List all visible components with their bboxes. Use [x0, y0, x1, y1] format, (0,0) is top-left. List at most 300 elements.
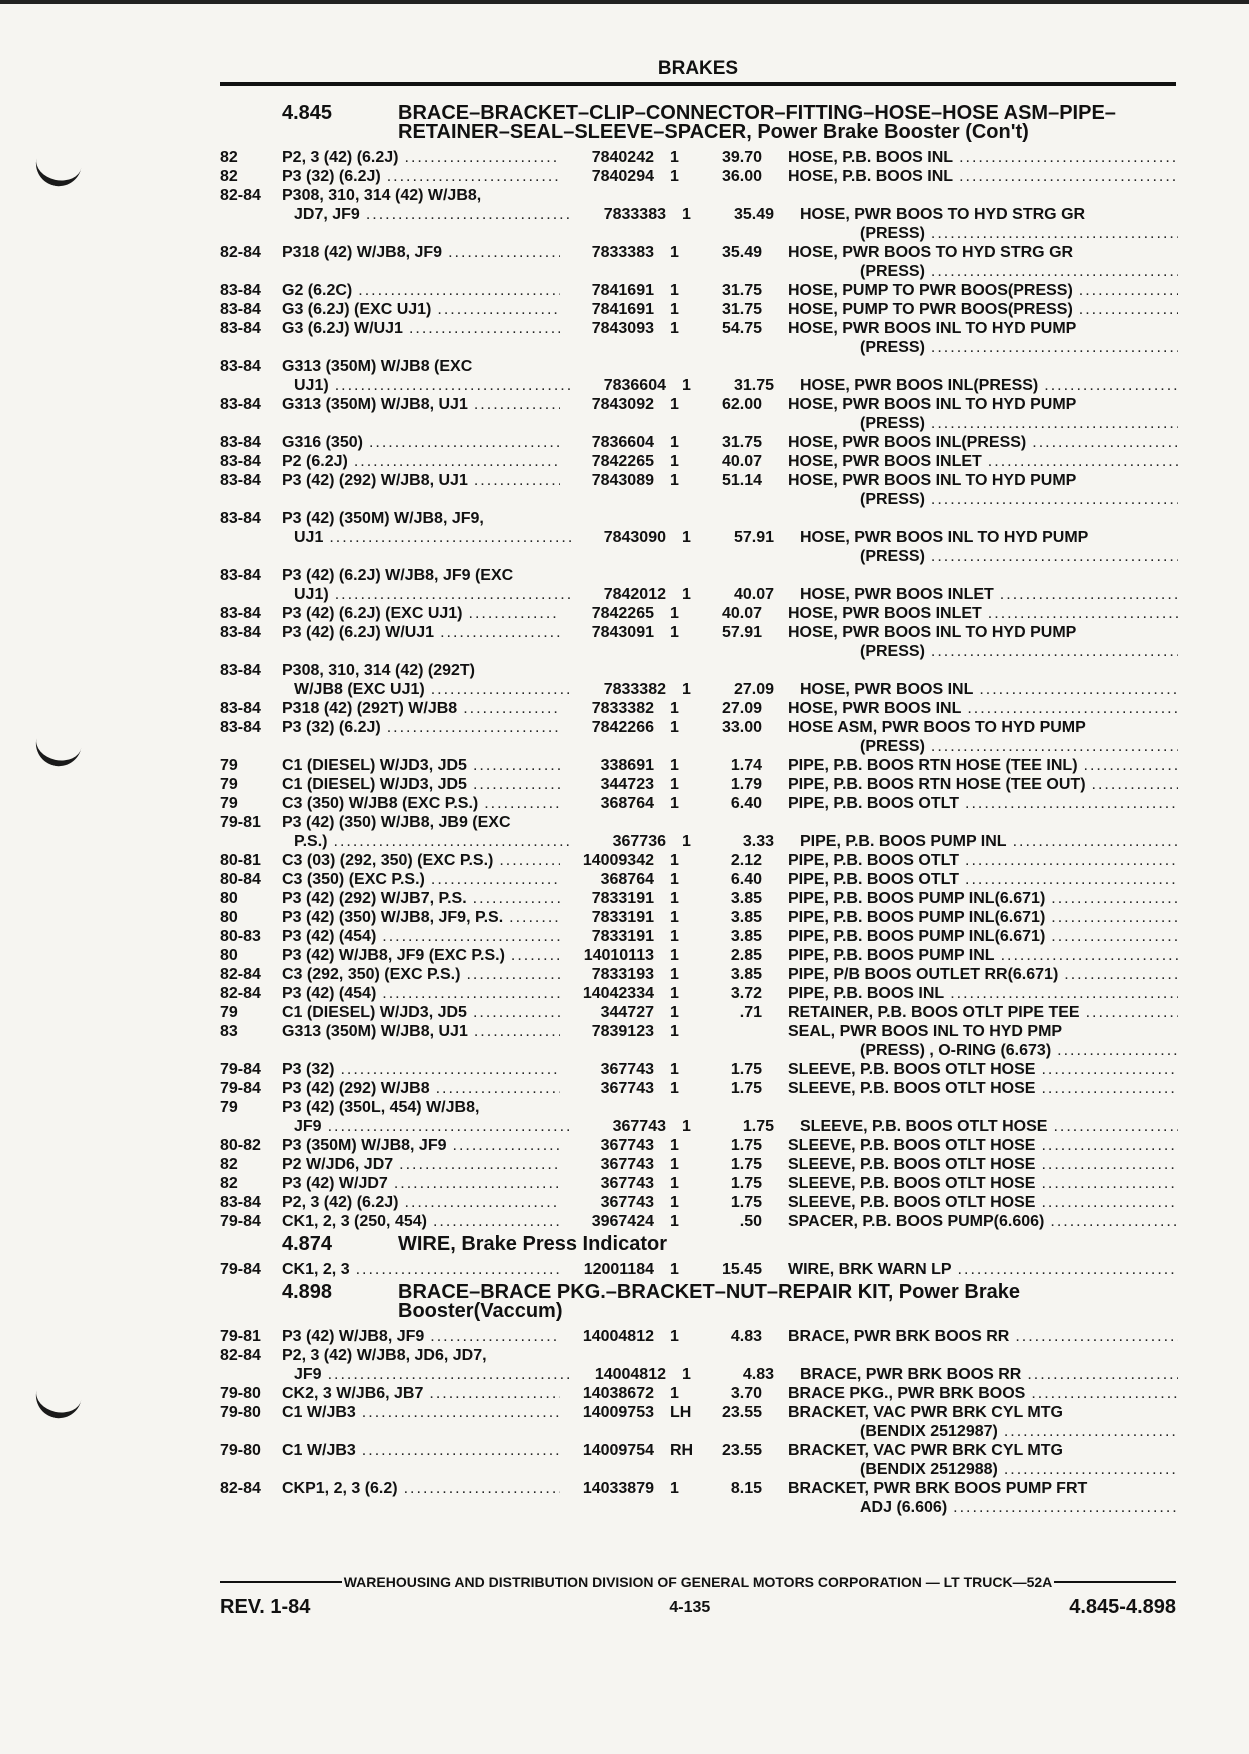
part-number: 7839123: [591, 1023, 654, 1040]
quantity: [654, 338, 700, 357]
leader-dots: [467, 889, 560, 908]
description: [788, 984, 1178, 1003]
application-text: UJ1: [294, 529, 324, 546]
application: [282, 509, 560, 528]
model-years: [220, 642, 282, 661]
description: [788, 1003, 1178, 1022]
leader-dots: [998, 1460, 1178, 1479]
description: [788, 547, 1178, 566]
price: 6.40: [730, 795, 762, 812]
description: [788, 1460, 1178, 1479]
price: 35.49: [721, 244, 762, 261]
part-number: 7840242: [591, 149, 654, 166]
application: [282, 1479, 560, 1498]
application: [282, 756, 560, 775]
part-number: 368764: [600, 795, 654, 812]
price: 1.75: [730, 1137, 762, 1154]
model-years: [220, 1365, 282, 1384]
application: [282, 1441, 560, 1460]
quantity: 1: [670, 434, 679, 451]
model-years: [220, 1422, 282, 1441]
description: [788, 1327, 1178, 1346]
quantity: 1: [682, 681, 691, 698]
description: [788, 319, 1178, 338]
leader-dots: [322, 1117, 572, 1136]
price: 23.55: [721, 1442, 762, 1459]
leader-dots: [953, 148, 1178, 167]
quantity: 1: [682, 377, 691, 394]
leader-dots: [399, 148, 561, 167]
quantity: RH: [670, 1442, 694, 1459]
part-row: [220, 376, 1178, 395]
part-row: [220, 1327, 1178, 1346]
price: 1.75: [730, 1194, 762, 1211]
model-years: 83-84: [220, 605, 261, 622]
leader-dots: [434, 623, 560, 642]
part-number: [560, 1422, 654, 1441]
description: [800, 832, 1178, 851]
part-row: [220, 1260, 1178, 1279]
description: [800, 528, 1178, 547]
description-text: RETAINER, P.B. BOOS OTLT PIPE TEE: [788, 1004, 1080, 1021]
part-row: [220, 775, 1178, 794]
application: [282, 1346, 560, 1365]
description-text: (PRESS): [860, 263, 925, 280]
description-text: SEAL, PWR BOOS INL TO HYD PMP: [788, 1023, 1063, 1040]
leader-dots: [388, 1174, 560, 1193]
part-number: 344723: [600, 776, 654, 793]
part-row: [220, 1174, 1178, 1193]
part-number: [560, 490, 654, 509]
model-years: 80: [220, 890, 238, 907]
leader-dots: [1045, 908, 1178, 927]
application-text: P318 (42) W/JB8, JF9: [282, 244, 443, 261]
description: [788, 927, 1178, 946]
leader-dots: [457, 699, 560, 718]
price: [700, 547, 762, 566]
description-text: SLEEVE, P.B. BOOS OTLT HOSE: [788, 1156, 1036, 1173]
description-text: (BENDIX 2512988): [860, 1461, 998, 1478]
part-number: 7840294: [591, 168, 654, 185]
price: [700, 1022, 762, 1041]
part-number: 7842265: [591, 605, 654, 622]
application: [282, 1022, 560, 1041]
description: [788, 414, 1178, 433]
part-number: 7833383: [591, 244, 654, 261]
part-row: [220, 870, 1178, 889]
model-years: 79-81: [220, 1328, 261, 1345]
model-years: 79-84: [220, 1213, 261, 1230]
model-years: 83-84: [220, 662, 261, 679]
leader-dots: [1009, 1327, 1178, 1346]
application-text: P3 (42) (292) W/JB8: [282, 1080, 430, 1097]
description-text: (PRESS): [860, 738, 925, 755]
part-row: [220, 338, 1178, 357]
price: 57.91: [733, 529, 774, 546]
part-number: [560, 813, 654, 832]
part-row: [220, 167, 1178, 186]
model-years: [220, 414, 282, 433]
part-row: [220, 243, 1178, 262]
part-row: [220, 604, 1178, 623]
price: 3.85: [730, 909, 762, 926]
part-number: 14010113: [583, 947, 654, 964]
model-years: 82-84: [220, 187, 261, 204]
description-text: PIPE, P/B BOOS OUTLET RR(6.671): [788, 966, 1059, 983]
leader-dots: [424, 1327, 560, 1346]
model-years: 82-84: [220, 1347, 261, 1364]
section-title: WIRE, Brake Press Indicator: [398, 1233, 667, 1255]
quantity: 1: [670, 909, 679, 926]
model-years: [220, 262, 282, 281]
page-title: BRAKES: [657, 58, 739, 79]
part-number: 14009342: [582, 852, 654, 869]
description-text: SLEEVE, P.B. BOOS OTLT HOSE: [788, 1061, 1036, 1078]
description-text: (PRESS): [860, 643, 925, 660]
application: [282, 661, 560, 680]
price: 1.75: [730, 1156, 762, 1173]
description-text: BRACKET, VAC PWR BRK CYL MTG: [788, 1442, 1063, 1459]
leader-dots: [393, 1155, 560, 1174]
leader-dots: [352, 281, 560, 300]
part-number: 367743: [600, 1156, 654, 1173]
price: 40.07: [721, 605, 762, 622]
leader-dots: [1038, 376, 1178, 395]
application-text: P3 (42) W/JB8, JF9 (EXC P.S.): [282, 947, 505, 964]
application-text: P3 (42) (350) W/JB8, JF9, P.S.: [282, 909, 504, 926]
part-row: [220, 889, 1178, 908]
quantity: 1: [670, 985, 679, 1002]
part-row: [220, 832, 1178, 851]
model-years: 83-84: [220, 282, 261, 299]
description: [788, 699, 1178, 718]
part-row: [220, 1422, 1178, 1441]
model-years: 80-84: [220, 871, 261, 888]
application: [282, 1422, 560, 1441]
leader-dots: [425, 870, 560, 889]
leader-dots: [356, 1403, 560, 1422]
part-number: 12001184: [583, 1261, 654, 1278]
quantity: 1: [670, 1213, 679, 1230]
part-number: [560, 414, 654, 433]
part-number: [560, 1346, 654, 1365]
application-text: C3 (03) (292, 350) (EXC P.S.): [282, 852, 494, 869]
part-number: 7842265: [591, 453, 654, 470]
application: [282, 281, 560, 300]
description-text: PIPE, P.B. BOOS OTLT: [788, 852, 959, 869]
model-years: 83-84: [220, 510, 261, 527]
part-row: [220, 718, 1178, 737]
part-number: [560, 547, 654, 566]
model-years: 83-84: [220, 320, 261, 337]
part-number: 14042334: [582, 985, 654, 1002]
application: [282, 927, 560, 946]
quantity: 1: [670, 1175, 679, 1192]
application: [282, 870, 560, 889]
part-row: [220, 1155, 1178, 1174]
leader-dots: [376, 927, 560, 946]
application: [282, 1079, 560, 1098]
application: [282, 1460, 560, 1479]
quantity: 1: [670, 871, 679, 888]
leader-dots: [994, 585, 1178, 604]
description: [788, 452, 1178, 471]
description: [788, 1384, 1178, 1403]
part-number: 7836604: [603, 377, 666, 394]
description-text: PIPE, P.B. BOOS RTN HOSE (TEE INL): [788, 757, 1078, 774]
leader-dots: [348, 452, 560, 471]
quantity: 1: [670, 149, 679, 166]
price: 3.72: [730, 985, 762, 1002]
quantity: [654, 357, 700, 376]
price: 1.75: [742, 1118, 774, 1135]
application: [282, 1384, 560, 1403]
model-years: [220, 832, 282, 851]
leader-dots: [1021, 1365, 1178, 1384]
leader-dots: [1007, 832, 1178, 851]
description: [788, 737, 1178, 756]
leader-dots: [467, 1003, 560, 1022]
description: [800, 1365, 1178, 1384]
application-text: P3 (42) (6.2J) W/JB8, JF9 (EXC: [282, 567, 514, 584]
application: [282, 395, 560, 414]
description-text: PIPE, P.B. BOOS INL: [788, 985, 945, 1002]
leader-dots: [947, 1498, 1178, 1517]
description: [788, 1022, 1178, 1041]
section-number: 4.845: [282, 102, 333, 124]
description-text: (BENDIX 2512987): [860, 1423, 998, 1440]
description: [788, 1098, 1178, 1117]
application-text: C3 (350) (EXC P.S.): [282, 871, 425, 888]
price: 1.75: [730, 1080, 762, 1097]
description: [788, 1479, 1178, 1498]
price: 31.75: [733, 377, 774, 394]
price: 6.40: [730, 871, 762, 888]
description: [800, 376, 1178, 395]
leader-dots: [1035, 1193, 1178, 1212]
part-row: [220, 1060, 1178, 1079]
model-years: 80: [220, 947, 238, 964]
model-years: 79-84: [220, 1061, 261, 1078]
part-row: [220, 205, 1178, 224]
leader-dots: [350, 1260, 560, 1279]
price: 1.74: [730, 757, 762, 774]
price: 1.75: [730, 1175, 762, 1192]
application-text: G313 (350M) W/JB8, UJ1: [282, 396, 468, 413]
price: 1.79: [730, 776, 762, 793]
application: [282, 946, 560, 965]
quantity: 1: [670, 453, 679, 470]
part-row: [220, 148, 1178, 167]
quantity: [654, 813, 700, 832]
description-text: (PRESS): [860, 415, 925, 432]
application-text: CKP1, 2, 3 (6.2): [282, 1480, 398, 1497]
application: [282, 737, 560, 756]
description-text: HOSE, P.B. BOOS INL: [788, 149, 954, 166]
application: [282, 528, 572, 547]
description: [788, 186, 1178, 205]
application: [282, 1060, 560, 1079]
model-years: 83: [220, 1023, 238, 1040]
price: 51.14: [721, 472, 762, 489]
leader-dots: [329, 376, 572, 395]
model-years: [220, 585, 282, 604]
application-text: CK2, 3 W/JB6, JB7: [282, 1385, 424, 1402]
application-text: P3 (42) (350L, 454) W/JB8,: [282, 1099, 480, 1116]
application-text: JF9: [294, 1366, 322, 1383]
part-number: 7842266: [591, 719, 654, 736]
part-number: [560, 566, 654, 585]
leader-dots: [442, 243, 560, 262]
quantity: [654, 509, 700, 528]
application-text: P3 (42) (350M) W/JB8, JF9,: [282, 510, 484, 527]
part-number: 7841691: [591, 282, 654, 299]
price: [700, 1422, 762, 1441]
application-text: P3 (42) (454): [282, 928, 377, 945]
part-row: [220, 528, 1178, 547]
application: [282, 699, 560, 718]
application: [282, 585, 572, 604]
description-text: WIRE, BRK WARN LP: [788, 1261, 952, 1278]
leader-dots: [925, 224, 1178, 243]
model-years: 83-84: [220, 624, 261, 641]
price: 2.12: [730, 852, 762, 869]
description: [788, 604, 1178, 623]
application: [282, 889, 560, 908]
application: [282, 623, 560, 642]
description: [788, 224, 1178, 243]
leader-dots: [1051, 1041, 1178, 1060]
application: [282, 1117, 572, 1136]
quantity: LH: [670, 1404, 692, 1421]
description: [788, 167, 1178, 186]
part-row: [220, 680, 1178, 699]
section-title: BRACE–BRACKET–CLIP–CONNECTOR–FITTING–HOSE–HOSE ASM–PIPE–RETAINER–SEAL–SLEEVE–SPACER, Power Brake Booster (Con't): [398, 102, 1116, 143]
price: 8.15: [730, 1480, 762, 1497]
part-row: [220, 300, 1178, 319]
application: [282, 167, 560, 186]
part-row: [220, 547, 1178, 566]
part-number: 367743: [600, 1194, 654, 1211]
price: 1.75: [730, 1061, 762, 1078]
part-row: [220, 1041, 1178, 1060]
description-text: HOSE, PUMP TO PWR BOOS(PRESS): [788, 282, 1073, 299]
part-number: 14038672: [582, 1385, 654, 1402]
description: [788, 1260, 1178, 1279]
leader-dots: [1035, 1136, 1178, 1155]
price: 33.00: [721, 719, 762, 736]
description: [788, 889, 1178, 908]
description-text: HOSE, PWR BOOS INL: [800, 681, 974, 698]
description: [788, 1193, 1178, 1212]
leader-dots: [360, 205, 572, 224]
application-text: C1 W/JB3: [282, 1404, 356, 1421]
application: [282, 300, 560, 319]
leader-dots: [1045, 889, 1178, 908]
leader-dots: [493, 851, 560, 870]
part-number: 7833191: [591, 928, 654, 945]
quantity: 1: [670, 1004, 679, 1021]
model-years: [220, 376, 282, 395]
description: [788, 1422, 1178, 1441]
price: [700, 224, 762, 243]
leader-dots: [468, 1022, 560, 1041]
quantity: 1: [670, 1480, 679, 1497]
part-number: 3967424: [591, 1213, 654, 1230]
price: 3.85: [730, 966, 762, 983]
description-text: HOSE, PWR BOOS INL TO HYD PUMP: [788, 624, 1077, 641]
application-text: P2, 3 (42) W/JB8, JD6, JD7,: [282, 1347, 487, 1364]
application-text: P3 (350M) W/JB8, JF9: [282, 1137, 447, 1154]
quantity: 1: [670, 947, 679, 964]
description-text: HOSE, PWR BOOS INLET: [788, 605, 982, 622]
leader-dots: [925, 490, 1178, 509]
part-number: 14033879: [582, 1480, 654, 1497]
quantity: 1: [670, 700, 679, 717]
leader-dots: [961, 699, 1178, 718]
description: [788, 870, 1178, 889]
price: 36.00: [721, 168, 762, 185]
description: [788, 642, 1178, 661]
quantity: [654, 414, 700, 433]
leader-dots: [468, 395, 560, 414]
revision-label: REV. 1-84: [220, 1596, 311, 1618]
description: [788, 1136, 1178, 1155]
quantity: 1: [670, 1023, 679, 1040]
part-row: [220, 224, 1178, 243]
leader-dots: [403, 319, 560, 338]
description: [788, 1212, 1178, 1231]
section-title: BRACE–BRACE PKG.–BRACKET–NUT–REPAIR KIT, Power Brake Booster(Vaccum): [398, 1281, 1020, 1322]
part-row: [220, 452, 1178, 471]
leader-dots: [944, 984, 1178, 1003]
part-row: [220, 281, 1178, 300]
application-text: P3 (42) (454): [282, 985, 377, 1002]
leader-dots: [1044, 1212, 1178, 1231]
application-text: P3 (42) (350) W/JB8, JB9 (EXC: [282, 814, 511, 831]
quantity: [654, 1098, 700, 1117]
application-text: P3 (42) W/JB8, JF9: [282, 1328, 425, 1345]
part-number: [560, 1498, 654, 1517]
part-row: [220, 908, 1178, 927]
quantity: 1: [682, 1118, 691, 1135]
section-range: 4.845-4.898: [1069, 1596, 1176, 1618]
model-years: 82-84: [220, 985, 261, 1002]
leader-dots: [478, 794, 560, 813]
model-years: 79-80: [220, 1442, 261, 1459]
quantity: 1: [670, 966, 679, 983]
part-row: [220, 395, 1178, 414]
part-row: [220, 1079, 1178, 1098]
quantity: 1: [670, 605, 679, 622]
part-row: [220, 813, 1178, 832]
leader-dots: [460, 965, 560, 984]
model-years: [220, 737, 282, 756]
application-text: C1 W/JB3: [282, 1442, 356, 1459]
description: [788, 338, 1178, 357]
model-years: 83-84: [220, 567, 261, 584]
price: 3.33: [742, 833, 774, 850]
price: 27.09: [721, 700, 762, 717]
leader-dots: [1047, 1117, 1178, 1136]
leader-dots: [925, 262, 1178, 281]
part-number: [560, 338, 654, 357]
description: [788, 775, 1178, 794]
application-text: C3 (350) W/JB8 (EXC P.S.): [282, 795, 479, 812]
leader-dots: [323, 528, 572, 547]
section-number: 4.874: [282, 1233, 333, 1255]
part-number: 7833383: [603, 206, 666, 223]
